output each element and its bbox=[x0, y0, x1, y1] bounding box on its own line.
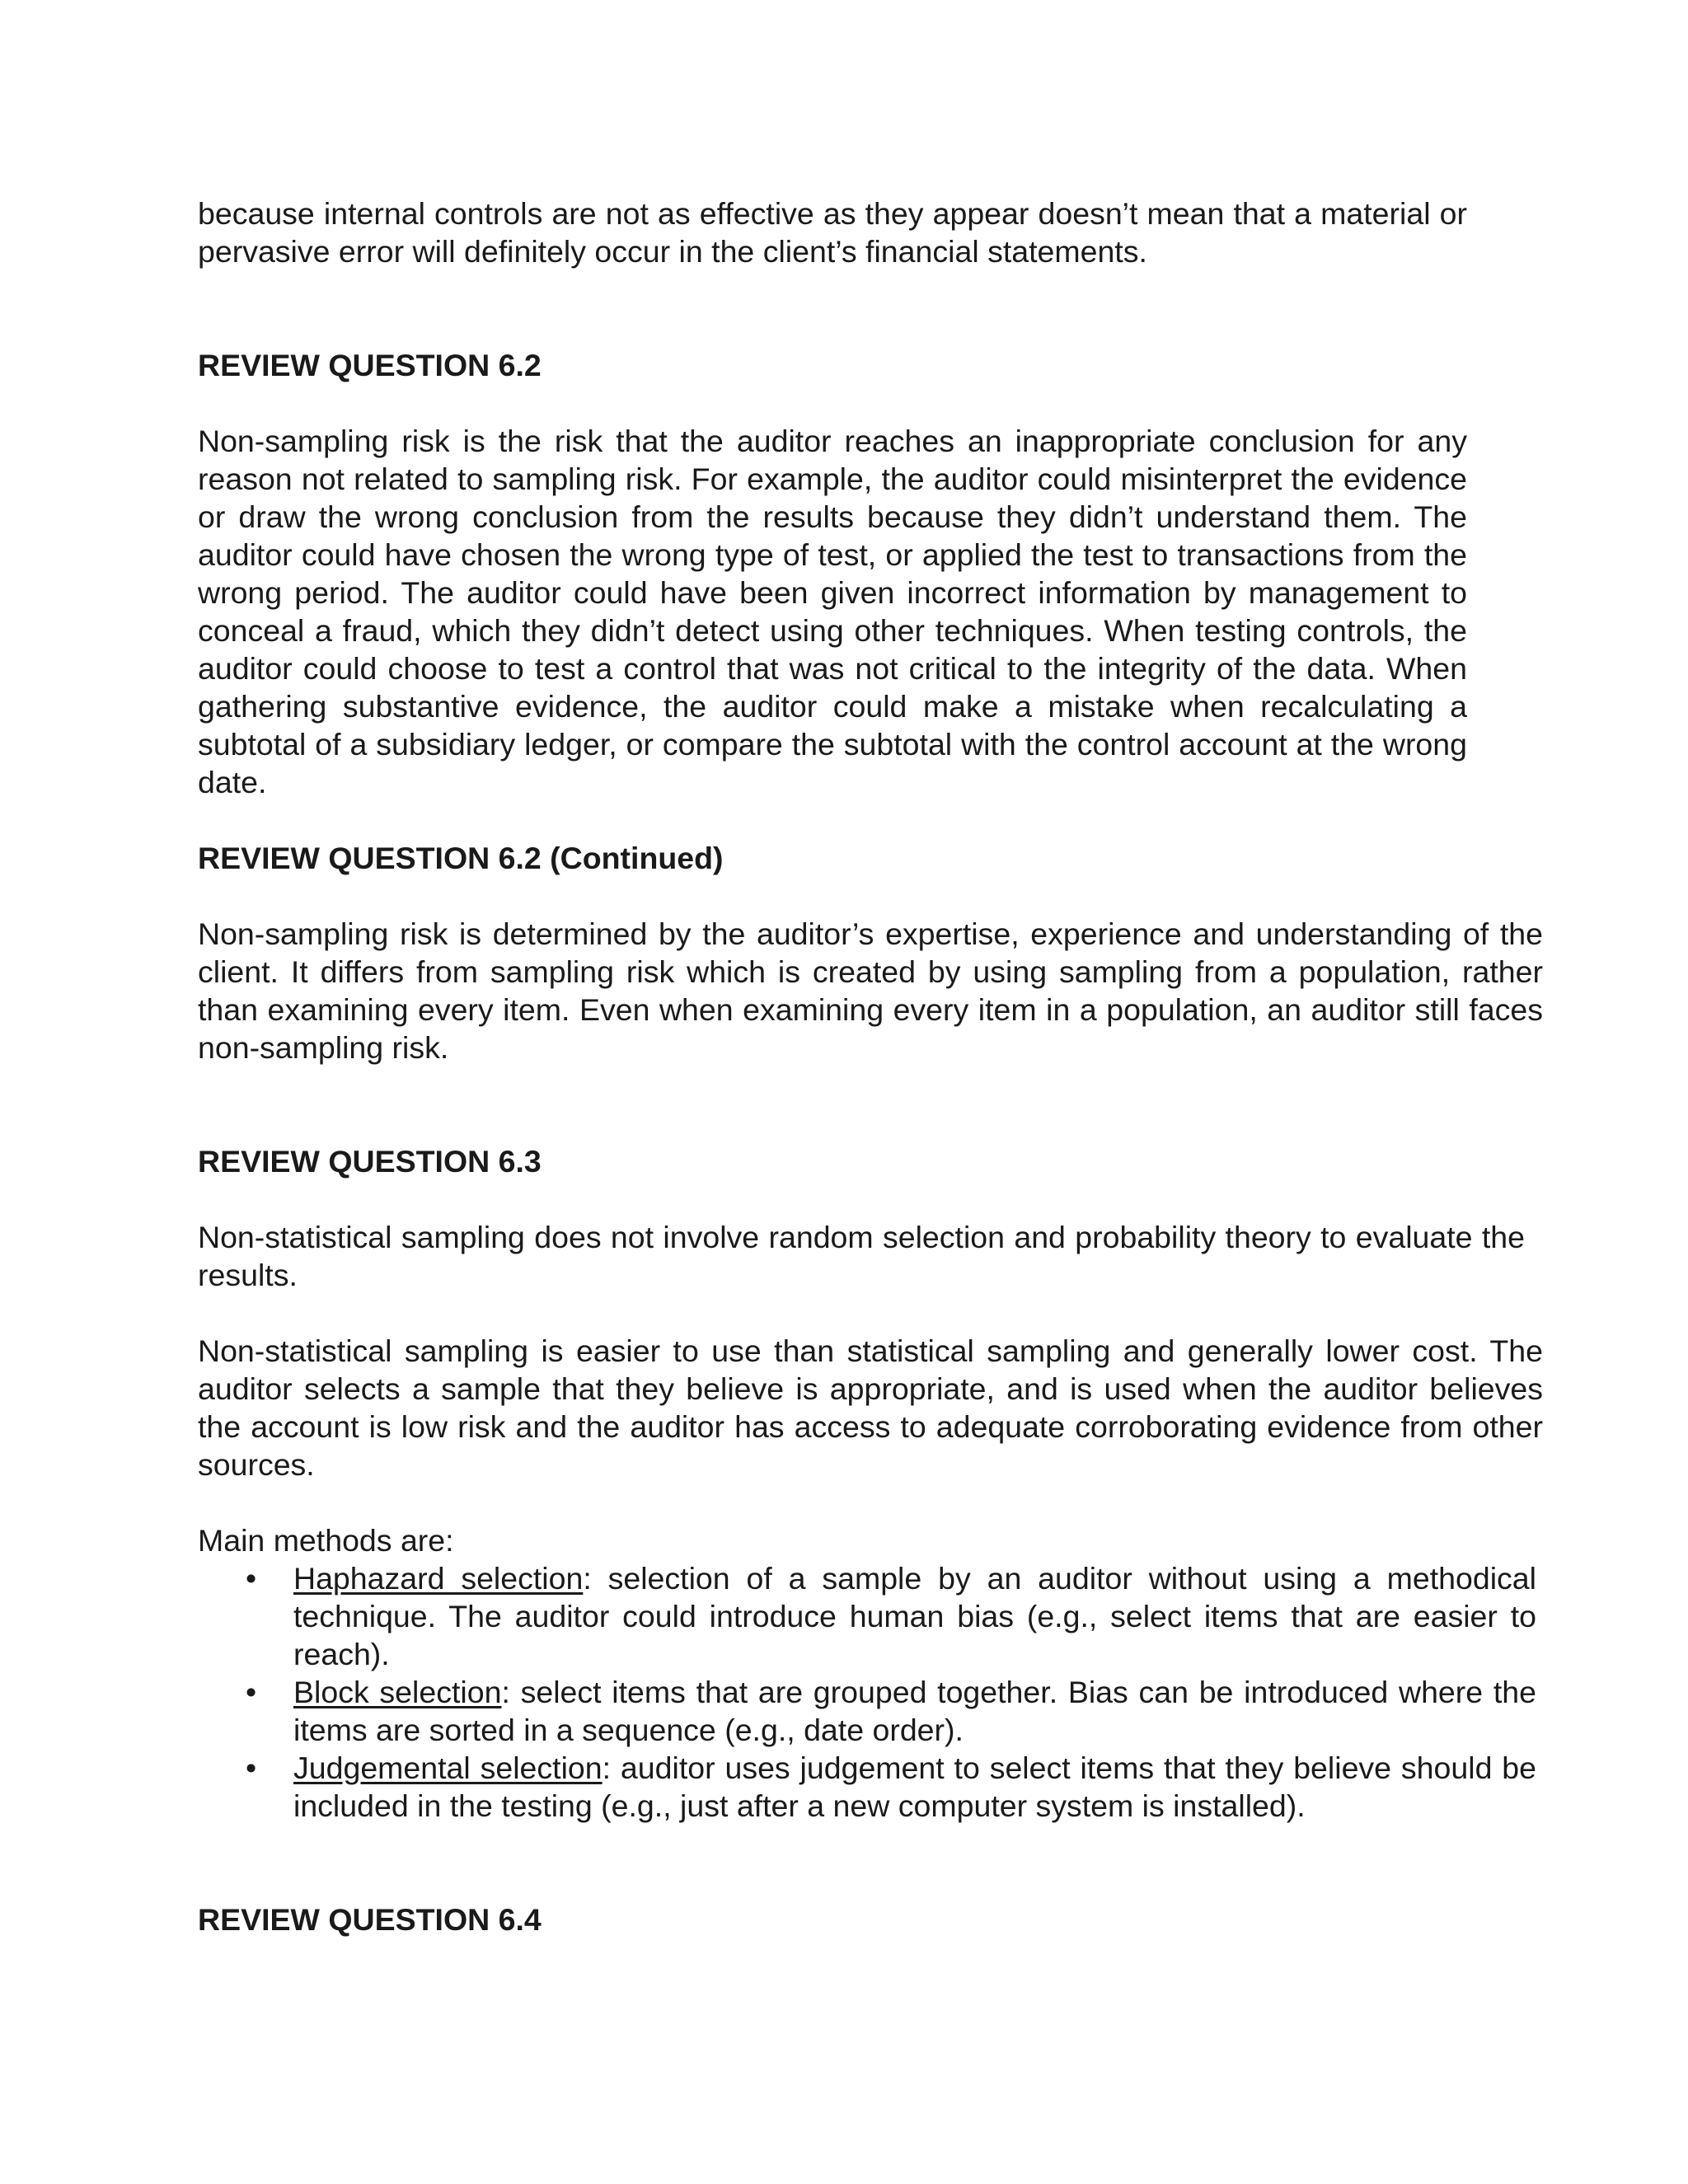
document-page bbox=[198, 194, 1563, 1938]
q63-paragraph-1: Non-statistical sampling does not involve random selection and probability theory to evaluate the results. bbox=[198, 1220, 1525, 1292]
list-item bbox=[198, 1559, 1536, 1673]
heading-review-question-6-4: REVIEW QUESTION 6.4 bbox=[198, 1902, 542, 1937]
method-description: : select items that are grouped together. Bias can be introduced where the items are sorted in a sequence (e.g., date order). bbox=[293, 1675, 1536, 1747]
bullet-icon: • bbox=[246, 1675, 257, 1709]
method-term: Block selection bbox=[293, 1675, 502, 1709]
method-description: : selection of a sample by an auditor without using a methodical technique. The auditor could introduce human bias (e.g., select items that are easier to reach). bbox=[293, 1561, 1536, 1671]
methods-intro: Main methods are: bbox=[198, 1523, 454, 1558]
list-item bbox=[198, 1749, 1536, 1825]
bullet-icon: • bbox=[246, 1561, 257, 1596]
bullet-icon: • bbox=[246, 1750, 257, 1785]
intro-paragraph: because internal controls are not as effective as they appear doesn’t mean that a material or pervasive error will definitely occur in the client’s financial statements. bbox=[198, 196, 1467, 269]
list-item bbox=[198, 1673, 1536, 1749]
method-term: Judgemental selection bbox=[293, 1750, 603, 1785]
q62-paragraph: Non-sampling risk is the risk that the auditor reaches an inappropriate conclusion for any reason not related to sampling risk. For example, the auditor could misinterpret the evidence or draw the wrong conclusion from the results because they didn’t understand them. The auditor could have chosen the wrong type of test, or applied the test to transactions from the wrong period. The auditor could have been given incorrect information by management to conceal a fraud, which they didn’t detect using other techniques. When testing controls, the auditor could choose to test a control that was not critical to the integrity of the data. When gathering substantive evidence, the auditor could make a mistake when recalculating a subtotal of a subsidiary ledger, or compare the subtotal with the control account at the wrong date. bbox=[198, 424, 1467, 799]
heading-review-question-6-3: REVIEW QUESTION 6.3 bbox=[198, 1144, 542, 1179]
heading-review-question-6-2-continued: REVIEW QUESTION 6.2 (Continued) bbox=[198, 841, 724, 875]
heading-review-question-6-2: REVIEW QUESTION 6.2 bbox=[198, 348, 542, 382]
q63-paragraph-2: Non-statistical sampling is easier to use than statistical sampling and generally lower cost. The auditor selects a sample that they believe is appropriate, and is used when the auditor believes the account is low risk and the auditor has access to adequate corroborating evidence from other sources. bbox=[198, 1333, 1543, 1482]
method-term: Haphazard selection bbox=[293, 1561, 584, 1596]
methods-list bbox=[198, 1559, 1563, 1825]
q62-continued-paragraph: Non-sampling risk is determined by the auditor’s expertise, experience and understanding of the client. It differs from sampling risk which is created by using sampling from a population, rather than examining every item. Even when examining every item in a population, an auditor still faces non-sampling risk. bbox=[198, 916, 1543, 1065]
method-description: : auditor uses judgement to select items that they believe should be included in the testing (e.g., just after a new computer system is installed). bbox=[293, 1750, 1537, 1823]
